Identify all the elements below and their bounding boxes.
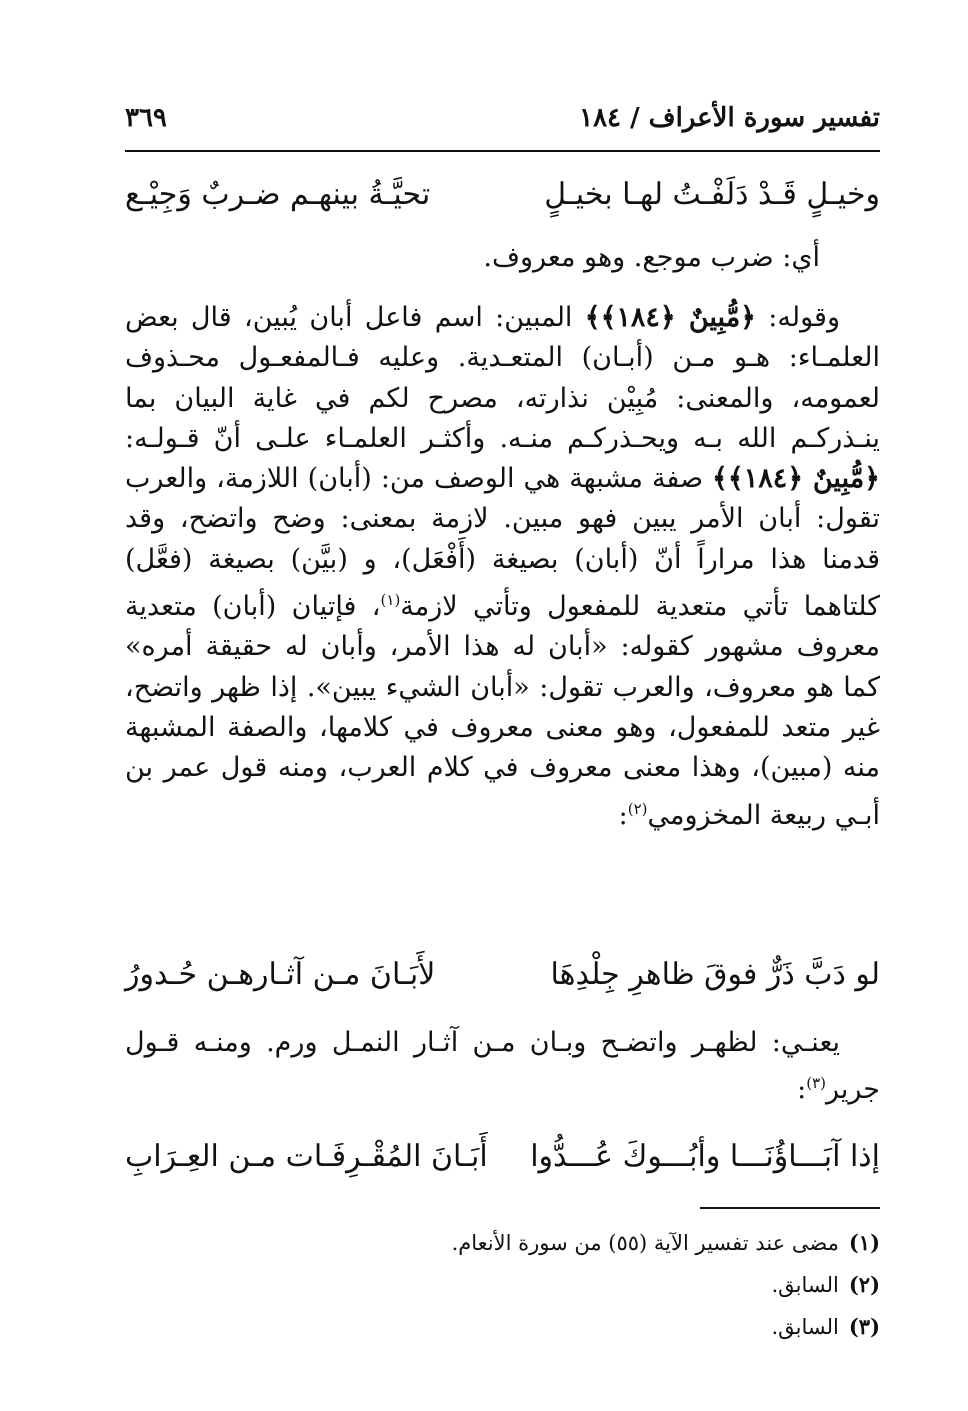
paragraph-1-text-2: صفة مشبهة هي الوصف من: (أبان) اللازمة، والعرب تقول: أبان الأمر يبين فهو مبين. لازمة بمعنى: وضح واتضح، وقد قدمنا هذا مراراً أنّ (أبان) بصيغة (أَفْعَل)، و (بيَّن) بصيغة (فعَّل) كلتاهما تأتي متعدية للمفعول وتأتي لازمة bbox=[125, 463, 880, 623]
page-title: تفسير سورة الأعراف / ١٨٤ bbox=[579, 103, 880, 133]
verse-3-second-hemistich: أَبَـانَ المُقْـرِفَـات مـن العِـرَابِ bbox=[125, 1139, 488, 1174]
paragraph-1-prefix: وقوله: bbox=[755, 302, 840, 333]
footnote-ref-1[interactable]: (١) bbox=[380, 591, 401, 610]
explanation-line: أي: ضرب موجع. وهو معروف. bbox=[483, 242, 820, 273]
verse-2-second-hemistich: لأَبَـانَ مـن آثـارهـن حُـدورُ bbox=[125, 957, 436, 992]
paragraph-2-text: يعنـي: لظهـر واتضـح وبـان مـن آثـار النمـل ورم. ومنـه قـول جرير bbox=[125, 1027, 880, 1106]
verse-3-first-hemistich: إذا آبَـــاؤُنَـــا وأبُـــوكَ عُـــدُّوا bbox=[530, 1139, 880, 1174]
page-header bbox=[125, 96, 880, 140]
verse-1-second-hemistich: تحيَّـةُ بينهـم ضـربٌ وَجِيْـع bbox=[125, 177, 431, 212]
paragraph-2 bbox=[125, 1023, 880, 1111]
header-divider bbox=[125, 150, 880, 152]
poetry-verse-1 bbox=[125, 165, 880, 225]
paragraph-1-text-4: : bbox=[618, 799, 628, 831]
paragraph-2-text-2: : bbox=[797, 1074, 807, 1106]
footnote-3 bbox=[300, 1306, 880, 1348]
footnote-text: السابق. bbox=[771, 1273, 839, 1297]
footnote-divider bbox=[700, 1207, 880, 1209]
verse-1-first-hemistich: وخيـلٍ قَـدْ دَلَفْـتُ لهـا بخيـلٍ bbox=[544, 177, 880, 212]
footnotes bbox=[300, 1222, 880, 1348]
paragraph-1-text: المبين: اسم فاعل أبان يُبين، قال بعض العلمـاء: هـو مـن (أبـان) المتعـدية. وعليه فـالمفعـول محـذوف لعمومه، والمعنى: مُبِيْن نذارته، مصرح لكم في غاية البيان بما ينـذركـم الله بـه ويحـذركـم منـه. وأكثـر العلمـاء علـى أنّ قـولـه: bbox=[125, 302, 880, 454]
quran-word-2: ﴿مُّبِينٌ ﴿١٨٤﴾﴾ bbox=[712, 463, 880, 495]
page-number: ٣٦٩ bbox=[125, 103, 167, 133]
footnote-number: (٢) bbox=[848, 1272, 880, 1297]
poetry-verse-2 bbox=[125, 945, 880, 1005]
footnote-text: مضى عند تفسير الآية (٥٥) من سورة الأنعام. bbox=[451, 1231, 839, 1255]
poetry-verse-3 bbox=[125, 1127, 880, 1187]
verse-2-first-hemistich: لو دَبَّ ذَرٌّ فوقَ ظاهرِ جِلْدِهَا bbox=[550, 957, 880, 992]
footnote-ref-3[interactable]: (٣) bbox=[806, 1074, 826, 1093]
footnote-text: السابق. bbox=[771, 1315, 839, 1339]
paragraph-1-text-3: ، فإتيان (أبان) متعدية معروف مشهور كقوله: «أبان له هذا الأمر، وأبان له حقيقة أمره» كما هو معروف، والعرب تقول: «أبان الشيء يبين». إذا ظهر واتضح، غير متعد للمفعول، وهو معنى معروف في كلامها، والصفة المشبهة منه (مبين)، وهذا معنى معروف في كلام العرب، ومنه قول عمر بن أبـي ربيعة المخزومي bbox=[125, 591, 880, 831]
footnote-ref-2[interactable]: (٢) bbox=[627, 799, 648, 818]
paragraph-1 bbox=[125, 298, 880, 836]
footnote-2 bbox=[300, 1264, 880, 1306]
footnote-number: (١) bbox=[848, 1230, 880, 1255]
quran-word: ﴿مُّبِينٌ ﴿١٨٤﴾﴾ bbox=[584, 302, 756, 333]
footnote-number: (٣) bbox=[848, 1314, 880, 1339]
footnote-1 bbox=[300, 1222, 880, 1264]
